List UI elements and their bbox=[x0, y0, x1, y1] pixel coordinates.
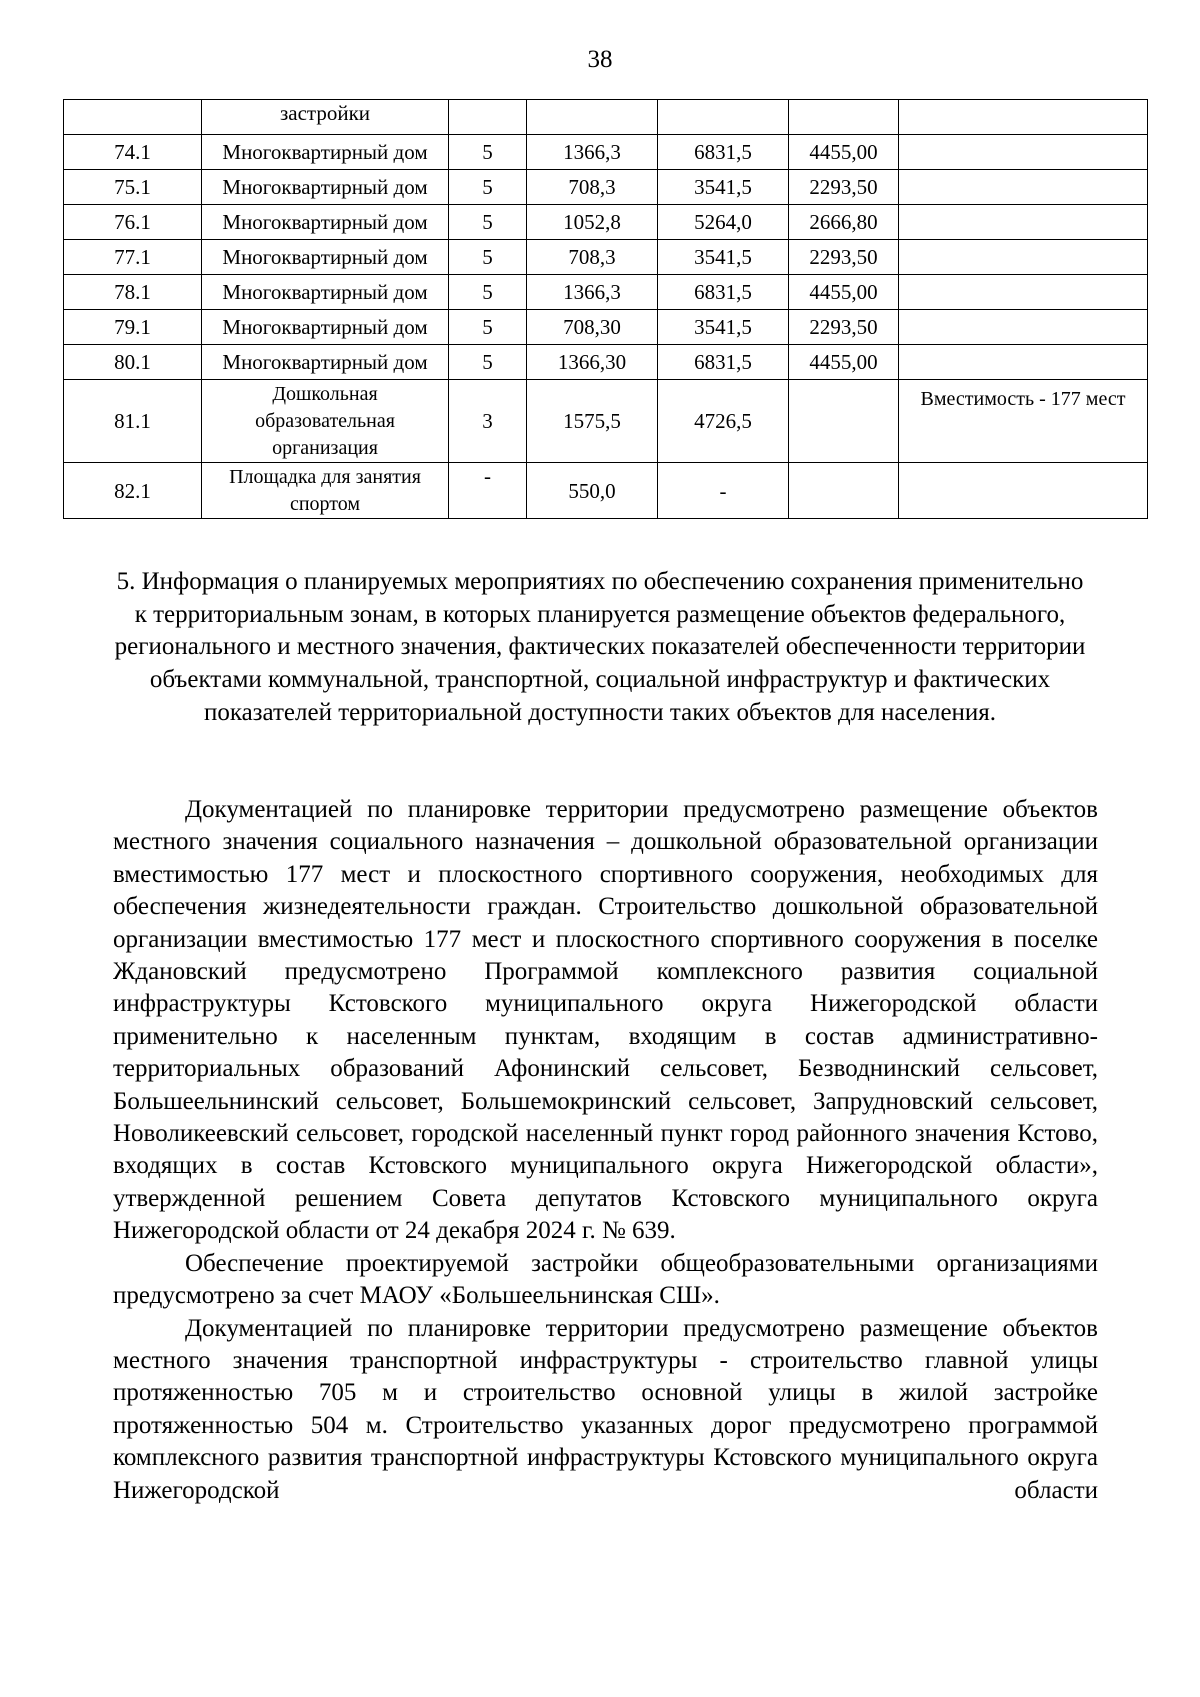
cell-value: 2666,80 bbox=[789, 205, 899, 240]
cell-floors: 5 bbox=[449, 240, 527, 275]
cell-area: 1366,3 bbox=[527, 275, 658, 310]
cell-value: 2293,50 bbox=[789, 170, 899, 205]
table-row bbox=[64, 463, 1148, 519]
cell-floors: 5 bbox=[449, 205, 527, 240]
cell-total-area: 6831,5 bbox=[658, 275, 789, 310]
cell-area: 1366,3 bbox=[527, 135, 658, 170]
cell-number: 75.1 bbox=[64, 170, 202, 205]
section-heading: 5. Информация о планируемых мероприятиях по обеспечению сохранения применительно к территориальным зонам, в которых планируется размещение объектов федерального, регионального и местного значения, фактических показателей обеспеченности территории объектами коммунальной, транспортной, социальной инфраструктур и фактических показателей территориальной доступности таких объектов для населения. bbox=[114, 568, 1086, 726]
cell-number: 74.1 bbox=[64, 135, 202, 170]
cell-note bbox=[899, 135, 1148, 170]
cell-number: 77.1 bbox=[64, 240, 202, 275]
table-row bbox=[64, 100, 1148, 135]
cell-floors: 5 bbox=[449, 135, 527, 170]
cell-object-name: застройки bbox=[202, 100, 449, 135]
cell-number: 79.1 bbox=[64, 310, 202, 345]
cell-floors: 5 bbox=[449, 345, 527, 380]
cell-object-name: Многоквартирный дом bbox=[202, 345, 449, 380]
cell-number bbox=[64, 100, 202, 135]
cell-floors: 5 bbox=[449, 170, 527, 205]
cell-note bbox=[899, 463, 1148, 519]
table-row bbox=[64, 240, 1148, 275]
cell-object-name: Многоквартирный дом bbox=[202, 310, 449, 345]
table-row bbox=[64, 310, 1148, 345]
cell-note bbox=[899, 240, 1148, 275]
cell-floors: 5 bbox=[449, 310, 527, 345]
cell-area: 1575,5 bbox=[527, 380, 658, 463]
table-row bbox=[64, 345, 1148, 380]
cell-total-area: - bbox=[658, 463, 789, 519]
cell-object-name: Многоквартирный дом bbox=[202, 240, 449, 275]
cell-area: 1052,8 bbox=[527, 205, 658, 240]
cell-value: 2293,50 bbox=[789, 240, 899, 275]
cell-floors: - bbox=[449, 463, 527, 519]
cell-total-area: 3541,5 bbox=[658, 240, 789, 275]
cell-note bbox=[899, 170, 1148, 205]
page-number: 38 bbox=[587, 46, 613, 73]
cell-object-name: Многоквартирный дом bbox=[202, 170, 449, 205]
cell-value: 2293,50 bbox=[789, 310, 899, 345]
table-row bbox=[64, 380, 1148, 463]
cell-object-name: Многоквартирный дом bbox=[202, 275, 449, 310]
cell-note bbox=[899, 100, 1148, 135]
cell-total-area: 6831,5 bbox=[658, 345, 789, 380]
cell-area: 708,30 bbox=[527, 310, 658, 345]
cell-note bbox=[899, 345, 1148, 380]
table-row bbox=[64, 135, 1148, 170]
table-row bbox=[64, 170, 1148, 205]
cell-number: 76.1 bbox=[64, 205, 202, 240]
cell-value: 4455,00 bbox=[789, 275, 899, 310]
cell-value: 4455,00 bbox=[789, 345, 899, 380]
cell-number: 81.1 bbox=[64, 380, 202, 463]
cell-note bbox=[899, 275, 1148, 310]
body-text bbox=[113, 794, 1098, 1507]
cell-area: 1366,30 bbox=[527, 345, 658, 380]
cell-object-name: Многоквартирный дом bbox=[202, 135, 449, 170]
cell-area: 708,3 bbox=[527, 170, 658, 205]
cell-floors bbox=[449, 100, 527, 135]
cell-floors: 3 bbox=[449, 380, 527, 463]
cell-note bbox=[899, 205, 1148, 240]
cell-area: 708,3 bbox=[527, 240, 658, 275]
cell-number: 80.1 bbox=[64, 345, 202, 380]
cell-value bbox=[789, 100, 899, 135]
paragraph: Документацией по планировке территории предусмотрено размещение объектов местного значения социального назначения – дошкольной образовательной организации вместимостью 177 мест и плоскостного спортивного сооружения, необходимых для обеспечения жизнедеятельности граждан. Строительство дошкольной образовательной организации вместимостью 177 мест и плоскостного спортивного сооружения в поселке Ждановский предусмотрено Программой комплексного развития социальной инфраструктуры Кстовского муниципального округа Нижегородской области применительно к населенным пунктам, входящим в состав административно-территориальных образований Афонинский сельсовет, Безводнинский сельсовет, Большеельнинский сельсовет, Большемокринский сельсовет, Запрудновский сельсовет, Новоликеевский сельсовет, городской населенный пункт город районного значения Кстово, входящих в состав Кстовского муниципального округа Нижегородской области», утвержденной решением Совета депутатов Кстовского муниципального округа Нижегородской области от 24 декабря 2024 г. № 639. bbox=[113, 796, 1098, 1245]
cell-total-area bbox=[658, 100, 789, 135]
cell-value: 4455,00 bbox=[789, 135, 899, 170]
cell-total-area: 5264,0 bbox=[658, 205, 789, 240]
cell-area: 550,0 bbox=[527, 463, 658, 519]
cell-note bbox=[899, 310, 1148, 345]
cell-floors: 5 bbox=[449, 275, 527, 310]
cell-number: 82.1 bbox=[64, 463, 202, 519]
cell-total-area: 3541,5 bbox=[658, 170, 789, 205]
paragraph: Обеспечение проектируемой застройки общеобразовательными организациями предусмотрено за счет МАОУ «Большеельнинская СШ». bbox=[113, 1249, 1098, 1310]
cell-object-name: Площадка для занятия спортом bbox=[202, 463, 449, 519]
table-row bbox=[64, 205, 1148, 240]
cell-total-area: 4726,5 bbox=[658, 380, 789, 463]
table-row bbox=[64, 275, 1148, 310]
cell-value bbox=[789, 463, 899, 519]
cell-area bbox=[527, 100, 658, 135]
cell-number: 78.1 bbox=[64, 275, 202, 310]
cell-note: Вместимость - 177 мест bbox=[899, 380, 1148, 463]
objects-table bbox=[63, 99, 1148, 519]
cell-object-name: Дошкольная образовательная организация bbox=[202, 380, 449, 463]
cell-object-name: Многоквартирный дом bbox=[202, 205, 449, 240]
cell-total-area: 6831,5 bbox=[658, 135, 789, 170]
cell-total-area: 3541,5 bbox=[658, 310, 789, 345]
paragraph: Документацией по планировке территории предусмотрено размещение объектов местного значения транспортной инфраструктуры - строительство главной улицы протяженностью 705 м и строительство основной улицы в жилой застройке протяженностью 504 м. Строительство указанных дорог предусмотрено программой комплексного развития транспортной инфраструктуры Кстовского муниципального округа Нижегородской области bbox=[113, 1314, 1098, 1504]
cell-value bbox=[789, 380, 899, 463]
